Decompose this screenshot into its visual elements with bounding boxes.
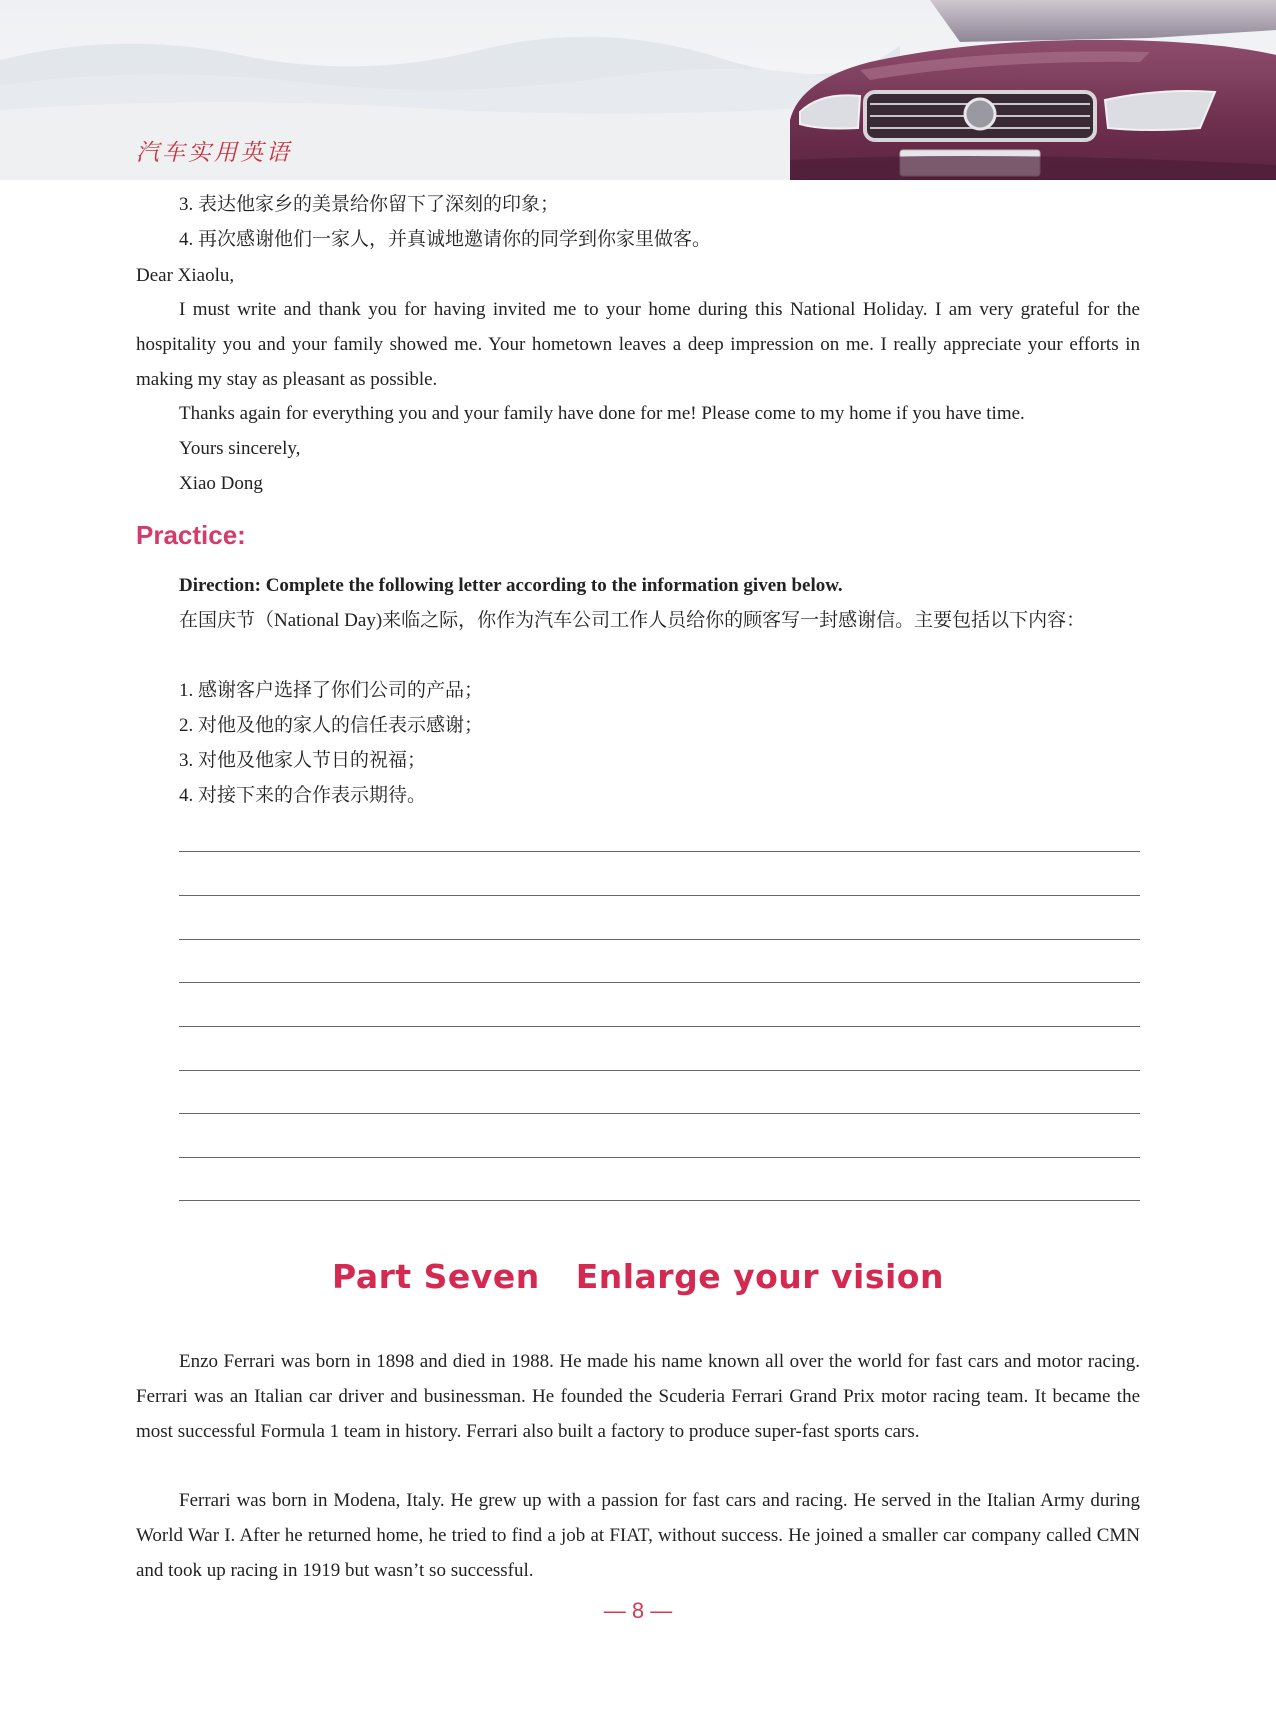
writing-line[interactable] <box>179 939 1140 940</box>
letter-paragraph: Thanks again for everything you and your family have done for me! Please come to my home if you have time. <box>179 403 1025 424</box>
series-title: 汽车实用英语 <box>136 140 292 166</box>
writing-line[interactable] <box>179 1026 1140 1027</box>
letter-paragraph: I must write and thank you for having invited me to your home during this National Holiday. I am very grateful for the hospitality you and your family showed me. Your hometown leaves a deep impression on me. I really appreciate your efforts in making my stay as pleasant as possible. <box>136 299 1140 390</box>
list-item: 4. 再次感谢他们一家人，并真诚地邀请你的同学到你家里做客。 <box>179 229 712 250</box>
part-label: Part Seven <box>332 1257 540 1296</box>
writing-line[interactable] <box>179 895 1140 896</box>
header-banner <box>0 0 1276 180</box>
list-item: 2. 对他及他的家人的信任表示感谢； <box>179 715 484 736</box>
writing-line[interactable] <box>179 1157 1140 1158</box>
writing-line[interactable] <box>179 1200 1140 1201</box>
letter-salutation: Dear Xiaolu, <box>136 265 235 286</box>
article-paragraph: Ferrari was born in Modena, Italy. He grew up with a passion for fast cars and racing. He served in the Italian Army during World War I. After he returned home, he tried to find a job at FIAT, without success. He joined a smaller car company called CMN and took up racing in 1919 but wasn’t so successful. <box>136 1490 1140 1581</box>
list-item: 3. 表达他家乡的美景给你留下了深刻的印象； <box>179 194 560 215</box>
letter-closing: Yours sincerely, <box>179 438 301 459</box>
page-number: — 8 — <box>603 1598 673 1623</box>
writing-line[interactable] <box>179 1113 1140 1114</box>
writing-line[interactable] <box>179 1070 1140 1071</box>
practice-heading: Practice: <box>136 520 246 550</box>
list-item: 1. 感谢客户选择了你们公司的产品； <box>179 680 484 701</box>
section-title <box>0 1257 1276 1296</box>
list-item: 3. 对他及他家人节日的祝福； <box>179 750 427 771</box>
practice-direction: Direction: Complete the following letter according to the information given below. <box>179 575 843 596</box>
list-item: 4. 对接下来的合作表示期待。 <box>179 785 427 806</box>
article-paragraph: Enzo Ferrari was born in 1898 and died in 1988. He made his name known all over the world for fast cars and motor racing. Ferrari was an Italian car driver and businessman. He founded the Scuderia Ferrari Grand Prix motor racing team. It became the most successful Formula 1 team in history. Ferrari also built a factory to produce super-fast sports cars. <box>136 1351 1140 1442</box>
part-heading: Enlarge your vision <box>575 1257 944 1296</box>
practice-instruction: 在国庆节（National Day)来临之际，你作为汽车公司工作人员给你的顾客写一封感谢信。主要包括以下内容： <box>179 610 1086 631</box>
writing-line[interactable] <box>179 982 1140 983</box>
writing-line[interactable] <box>179 851 1140 852</box>
letter-signature: Xiao Dong <box>179 473 263 494</box>
